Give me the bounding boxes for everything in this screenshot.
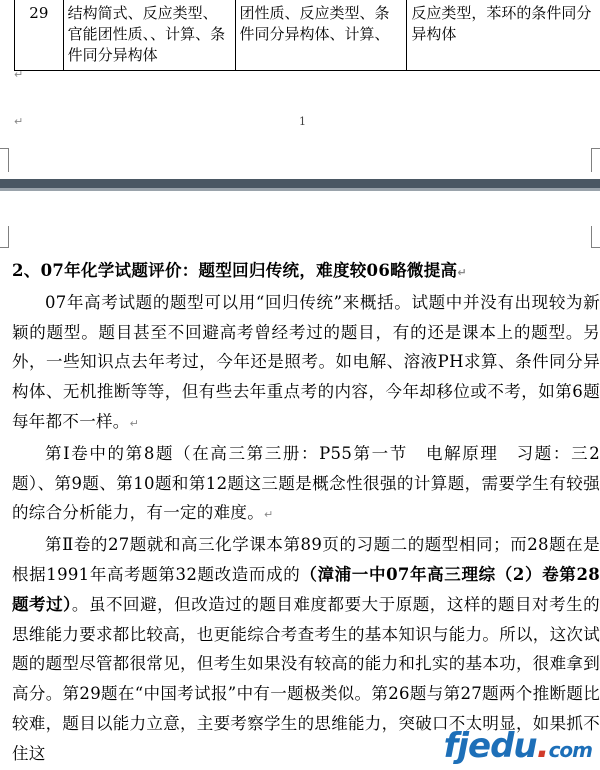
crop-mark [0,247,8,248]
crop-mark [8,148,9,172]
site-watermark-logo: fjedu.com [443,726,592,766]
paragraph-mark-icon: ↵ [457,266,467,279]
row-number: 29 [15,0,64,71]
table-cell: 结构简式、反应类型、官能团性质、、计算、条件同分异构体 [63,0,235,71]
paragraph-mark-icon: ↵ [14,68,24,81]
crop-mark [592,247,600,248]
crop-mark [8,226,9,248]
paragraph: 第Ⅱ卷的27题就和高三化学课本第89页的习题二的题型相同；而28题在是根据1991年高考题第32题改造而成的（漳浦一中07年高三理综（2）卷第28题考过）。虽不回避，但改造过的题目难度都要大于原题，这样的题目对考生的思维能力要求都比较高，也更能综合考查考生的基本知识与能力。所以，这次试题的题型尽管都很常见，但考生如果没有较高的能力和扎实的基本功，很难拿到高分。第29题在“中国考试报”中有一题极类似。第26题与第27题两个推断题比较难，题目以能力立意，主要考察学生的思维能力，突破口不太明显，如果抓不住这 [12,535,600,763]
page-number: 1 [299,115,306,128]
paragraph-mark-icon: ↵ [14,115,24,128]
crop-mark [591,148,592,172]
table-row [15,0,600,71]
paragraph-mark-icon: ↵ [264,508,274,522]
paragraph: 07年高考试题的题型可以用“回归传统”来概括。试题中并没有出现较为新颖的题型。题目甚至不回避高考曾经考过的题目，有的还是课本上的题型。另外，一些知识点去年考过，今年还是照考。如电解、溶液PH求算、条件同分异构体、无机推断等等，但有些去年重点考的内容，今年却移位或不考，如第6题每年都不一样。↵ [12,292,600,431]
bold-note: （漳浦一中07年高三理综（2）卷第28题考过） [12,564,600,614]
previous-page [0,0,600,172]
paragraph: 第Ⅰ卷中的第8题（在高三第三册：P55第一节 电解原理 习题：三2题）、第9题、第10题和第12题这三题是概念性很强的计算题，需要学生有较强的综合分析能力，有一定的难度。↵ [12,443,600,523]
paragraph-mark-icon: ↵ [129,416,140,430]
subject-table [14,0,600,71]
page-separator-shadow [0,188,600,191]
crop-mark [0,148,8,149]
table-cell: 团性质、反应类型、条件同分异构体、计算、 [235,0,407,71]
section-heading: 2、07年化学试题评价：题型回归传统，难度较06略微提高↵ [12,261,467,280]
table-cell: 反应类型，苯环的条件同分异构体 [407,0,600,71]
page-separator [0,179,600,188]
crop-mark [591,226,592,248]
document-body [12,256,600,769]
crop-mark [592,148,600,149]
